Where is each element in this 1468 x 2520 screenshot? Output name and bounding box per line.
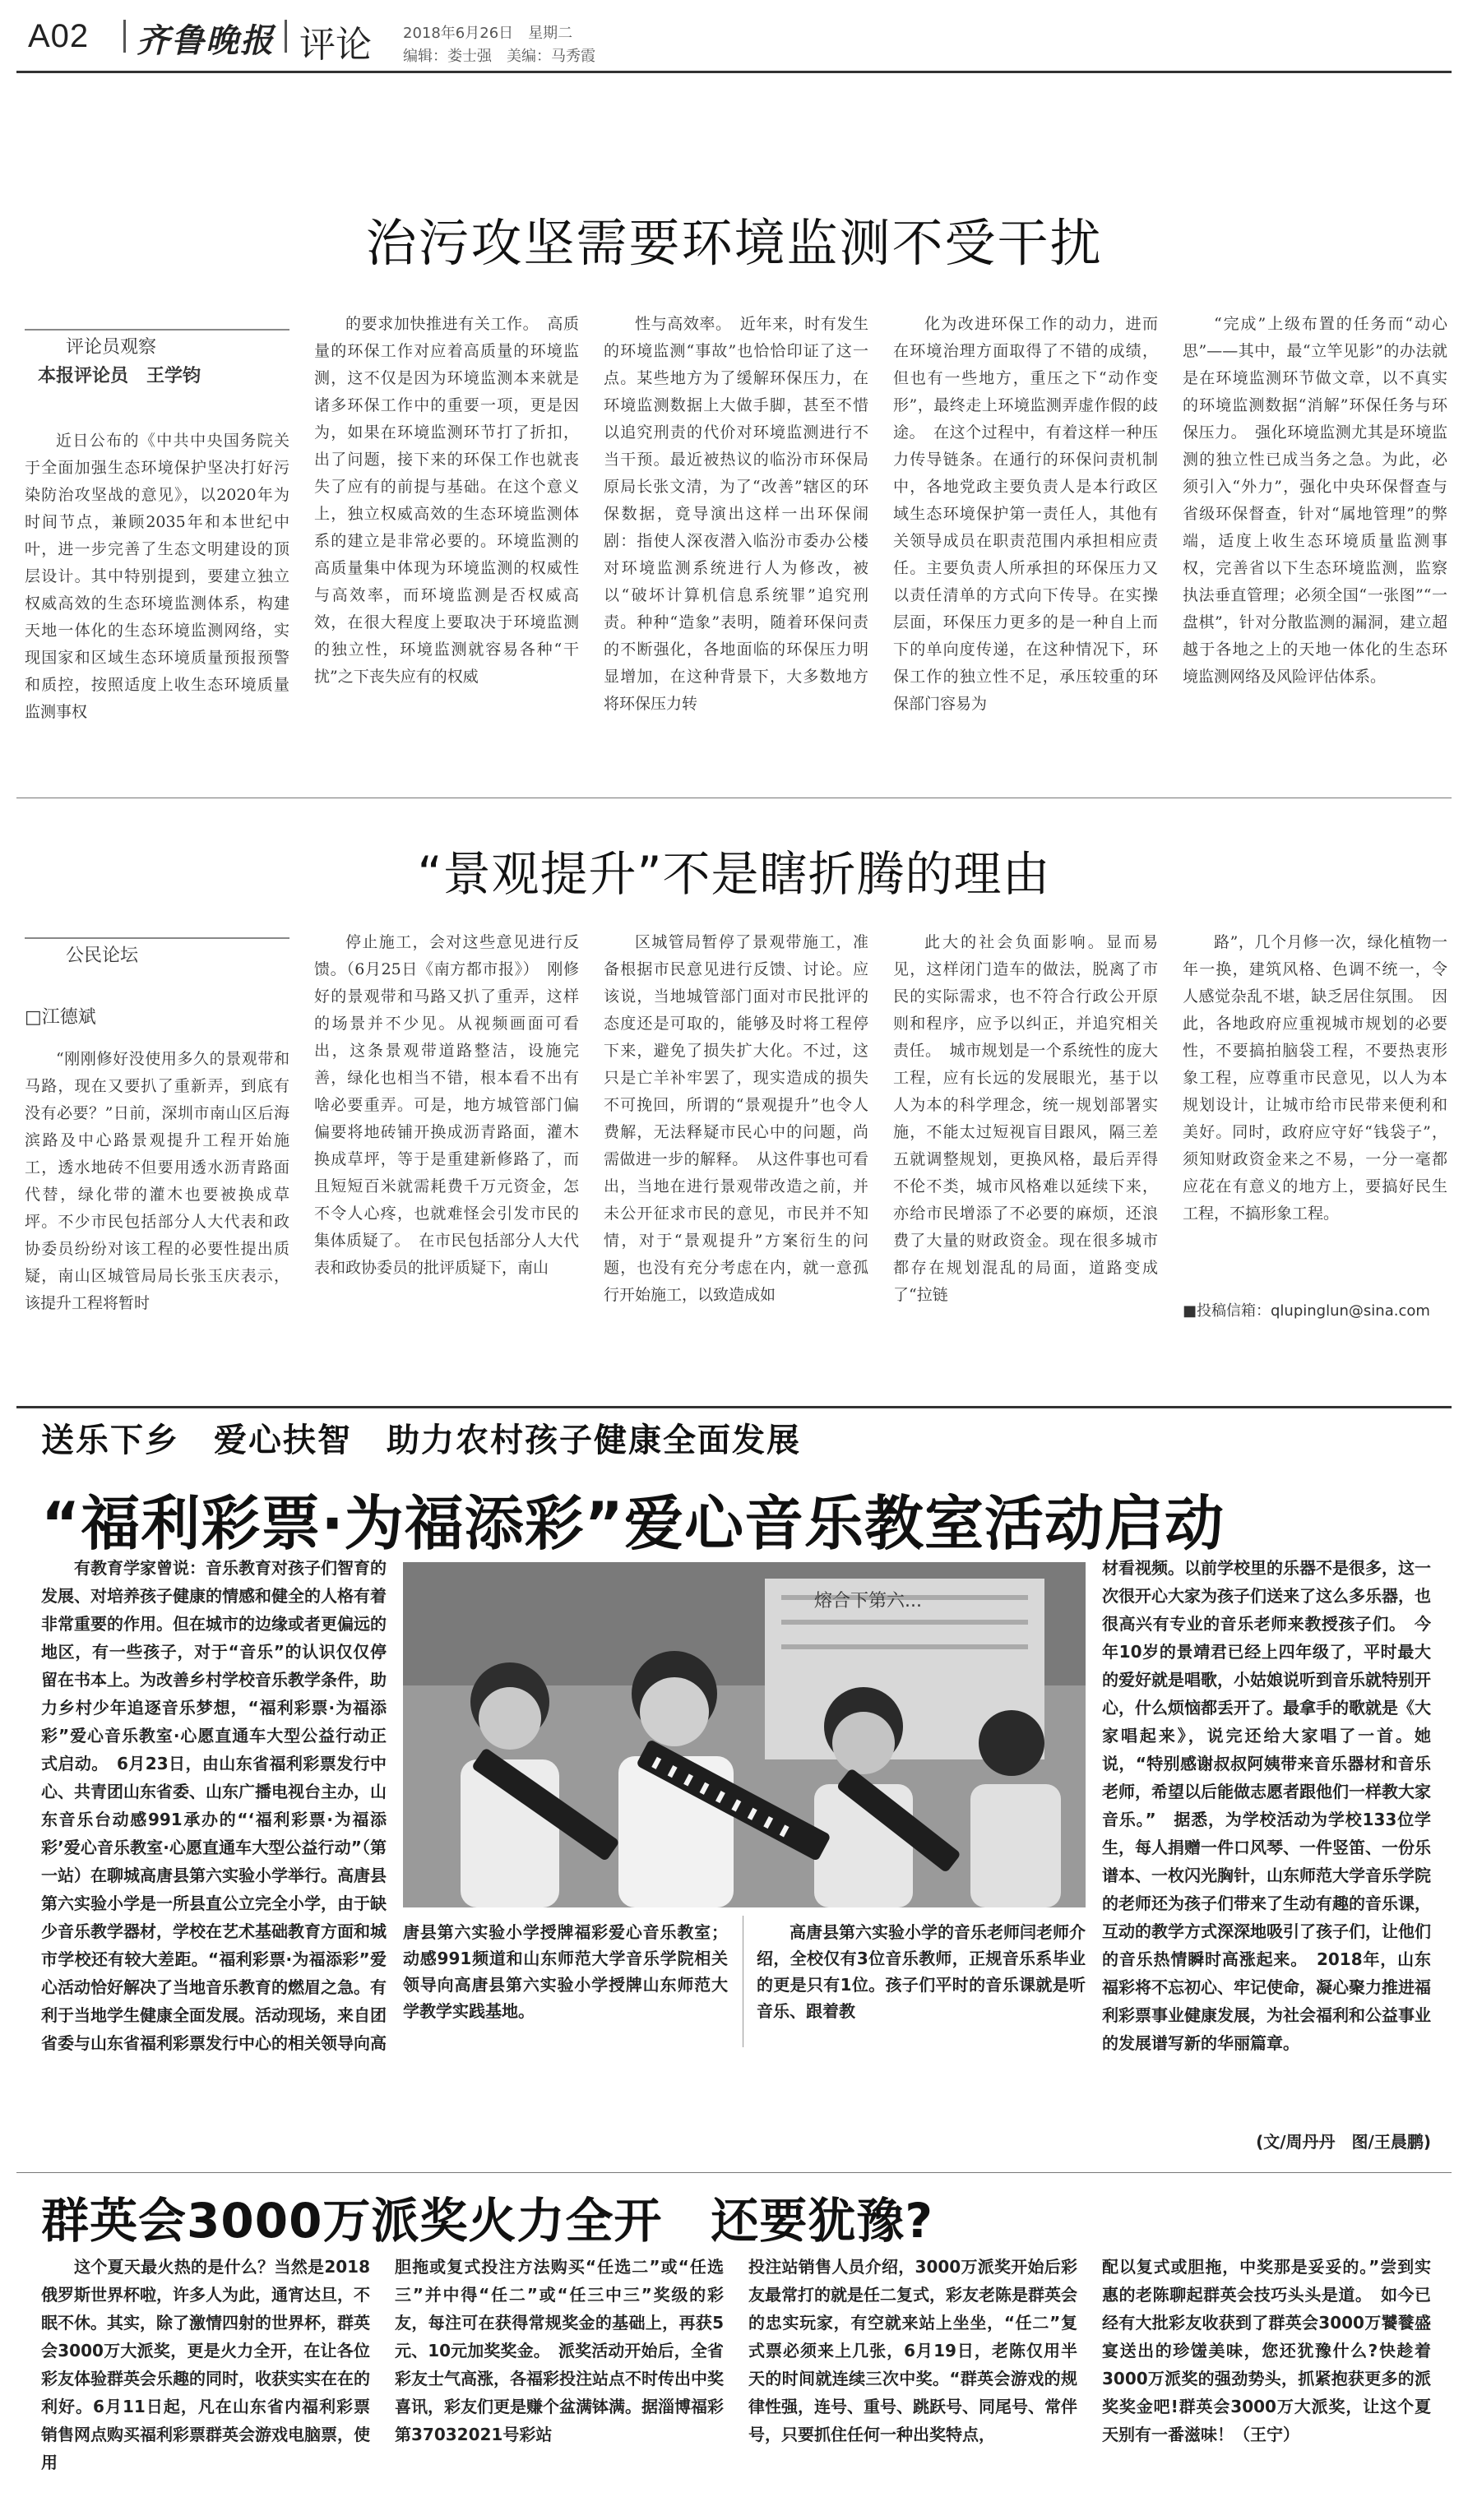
section-rule xyxy=(16,1406,1452,1408)
article1-byline: 本报评论员 王学钧 xyxy=(38,366,201,386)
article4-col-3: 投注站销售人员介绍，3000万派奖开始后彩友最常打的就是任二复式，彩友老陈是群英会的忠实玩家，有空就来站上坐坐，“任二”复式票必须来上几张，6月19日，老陈仅用半天的时间就连续三次中奖。“群英会游戏的规律性强，连号、重号、跳跃号、同尾号、常伴号，只要抓住任何一种出奖特点， xyxy=(748,2257,1077,2444)
article1-col-5: “完成”上级布置的任务而“动心思”——其中，最“立竿见影”的办法就是在环境监测环节做文章，以不真实的环境监测数据“消解”环保任务与环保压力。 强化环境监测尤其是环境监测的独立性已成当务之急。为此，必须引入“外力”，强化中央环保督查与省级环保督查，针对“属地管理”的弊端，适度上收生态环境质量监测事权，完善省以下生态环境监测，监察执法垂直管理；必须全国“一张图”“一盘棋”，针对分散监测的漏洞，建立超越于各地之上的天地一体化的生态环境监测网络及风险评估体系。 xyxy=(1183,315,1447,686)
column-tag-rule xyxy=(25,937,289,939)
article2-col-2: 停止施工，会对这些意见进行反馈。（6月25日《南方都市报》） 刚修好的景观带和马路又扒了重弄，这样的场景并不少见。从视频画面可看出，这条景观带道路整洁，设施完善，绿化也相当不错，根本看不出有啥必要重弄。可是，地方城管部门偏偏要将地砖铺开换成沥青路面，灌木换成草坪，等于是重建新修路了，而且短短百米就需耗费千万元资金，怎不令人心疼，也就难怪会引发市民的集体质疑了。 在市民包括部分人大代表和政协委员的批评质疑下，南山 xyxy=(314,933,579,1277)
photo-caption-right: 高唐县第六实验小学的音乐老师闫老师介绍，全校仅有3位音乐教师，正规音乐系毕业的更是只有1位。孩子们平时的音乐课就是听音乐、跟着教 xyxy=(757,1922,1086,2021)
children-playing-melodica-photo xyxy=(403,1562,1086,1907)
article2-col-1: “刚刚修好没使用多久的景观带和马路，现在又要扒了重新弄，到底有没有必要？”日前，深圳市南山区后海滨路及中心路景观提升工程开始施工，透水地砖不但要用透水沥青路面代替，绿化带的灌木也要被换成草坪。不少市民包括部分人大代表和政协委员纷纷对该工程的必要性提出质疑，南山区城管局局长张玉庆表示，该提升工程将暂时 xyxy=(25,1050,289,1312)
article2-tag: 公民论坛 xyxy=(66,946,139,966)
article3-kicker: 送乐下乡 爱心扶智 助力农村孩子健康全面发展 xyxy=(41,1422,801,1459)
article1-col-3: 性与高效率。 近年来，时有发生的环境监测“事故”也恰恰印证了这一点。某些地方为了缓解环保压力，在环境监测数据上大做手脚，甚至不惜以追究刑责的代价对环境监测进行不当干预。最近被热议的临汾市环保局原局长张文清，为了“改善”辖区的环保数据，竟导演出这样一出环保闹剧：指使人深夜潜入临汾市委办公楼对环境监测系统进行人为修改，被以“破坏计算机信息系统罪”追究刑责。种种“造象”表明，随着环保问责的不断强化，各地面临的环保压力明显增加，在这种背景下，大多数地方将环保压力转 xyxy=(604,315,868,713)
issue-date: 2018年6月26日 星期二 xyxy=(403,25,573,42)
editors: 编辑：娄士强 美编：马秀霞 xyxy=(403,48,595,65)
article3-col-1: 有教育学家曾说：音乐教育对孩子们智育的发展、对培养孩子健康的情感和健全的人格有着非常重要的作用。但在城市的边缘或者更偏远的地区，有一些孩子，对于“音乐”的认识仅仅停留在书本上。为改善乡村学校音乐教学条件，助力乡村少年追逐音乐梦想，“福利彩票·为福添彩”爱心音乐教室·心愿直通车大型公益行动正式启动。 6月23日，由山东省福利彩票发行中心、共青团山东省委、山东广播电视台主办，山东音乐台动感991承办的“‘福利彩票·为福添彩’爱心音乐教室·心愿直通车大型公益行动”（第一站）在聊城高唐县第六实验小学举行。高唐县第六实验小学是一所县直公立完全小学，由于缺少音乐教学器材，学校在艺术基础教育方面和城市学校还有较大差距。“福利彩票·为福添彩”爱心活动恰好解决了当地音乐教育的燃眉之急。有利于当地学生健康全面发展。活动现场，来自团省委与山东省福利彩票发行中心的相关领导向高 xyxy=(41,1558,387,2053)
article2-col-5: 路”，几个月修一次，绿化植物一年一换，建筑风格、色调不统一，令人感觉杂乱不堪，缺乏居住氛围。 因此，各地政府应重视城市规划的必要性，不要搞拍脑袋工程，不要热衷形象工程，应尊重市民意见，以人为本规划设计，让城市给市民带来便利和美好。同时，政府应守好“钱袋子”，须知财政资金来之不易，一分一毫都应花在有意义的地方上，要搞好民生工程，不搞形象工程。 xyxy=(1183,933,1447,1223)
article3-title: “福利彩票·为福添彩”爱心音乐教室活动启动 xyxy=(41,1489,1225,1558)
article4-title: 群英会3000万派奖火力全开 还要犹豫? xyxy=(41,2193,934,2249)
article3-photo xyxy=(403,1562,1086,1907)
article2-byline: □江德斌 xyxy=(25,1007,96,1028)
photo-board-text: 熔合下第六... xyxy=(814,1591,922,1611)
page-number: A02 xyxy=(28,18,90,54)
masthead xyxy=(0,0,1468,66)
article1-col-4: 化为改进环保工作的动力，进而在环境治理方面取得了不错的成绩，但也有一些地方，重压之下“动作变形”，最终走上环境监测弄虚作假的歧途。 在这个过程中，有着这样一种压力传导链条。在通行的环保问责机制中，各地党政主要负责人是本行政区域生态环境保护第一责任人，其他有关领导成员在职责范围内承担相应责任。主要负责人所承担的环保压力又以责任清单的方式向下传导。在实操层面，环保压力更多的是一种自上而下的单向度传递，在这种情况下，环保工作的独立性不足，承压较重的环保部门容易为 xyxy=(893,315,1158,713)
article1-col-2: 的要求加快推进有关工作。 高质量的环保工作对应着高质量的环境监测，这不仅是因为环境监测本来就是诸多环保工作中的重要一项，更是因为，如果在环境监测环节打了折扣，出了问题，接下来的环保工作也就丧失了应有的前提与基础。在这个意义上，独立权威高效的生态环境监测体系的建立是非常必要的。环境监测的高质量集中体现为环境监测的权威性与高效率，而环境监测是否权威高效，在很大程度上要取决于环境监测的独立性，环境监测就容易各种“干扰”之下丧失应有的权威 xyxy=(314,315,579,686)
article2-title: “景观提升”不是瞎折腾的理由 xyxy=(417,846,1051,902)
article3-col-3: 材看视频。以前学校里的乐器不是很多，这一次很开心大家为孩子们送来了这么多乐器，也很高兴有专业的音乐老师来教授孩子们。 今年10岁的景靖君已经上四年级了，平时最大的爱好就是唱歌，小姑娘说听到音乐就特别开心，什么烦恼都丢开了。最拿手的歌就是《大家唱起来》，说完还给大家唱了一首。她说，“特别感谢叔叔阿姨带来音乐器材和音乐老师，希望以后能做志愿者跟他们一样教大家音乐。” 据悉，为学校活动为学校133位学生，每人捐赠一件口风琴、一件竖笛、一份乐谱本、一枚闪光胸针，山东师范大学音乐学院的老师还为孩子们带来了生动有趣的音乐课，互动的教学方式深深地吸引了孩子们，让他们的音乐热情瞬时高涨起来。 2018年，山东福彩将不忘初心、牢记使命，凝心聚力推进福利彩票事业健康发展，为社会福利和公益事业的发展谱写新的华丽篇章。 xyxy=(1102,1558,1431,2053)
article2-col-3: 区城管局暂停了景观带施工，准备根据市民意见进行反馈、讨论。应该说，当地城管部门面对市民批评的态度还是可取的，能够及时将工程停下来，避免了损失扩大化。不过，这只是亡羊补牢罢了，现实造成的损失不可挽回，所谓的“景观提升”也令人费解，无法释疑市民心中的问题，尚需做进一步的解释。 从这件事也可看出，当地在进行景观带改造之前，并未公开征求市民的意见，市民并不知情，对于“景观提升”方案衍生的问题，也没有充分考虑在内，就一意孤行开始施工，以致造成如 xyxy=(604,933,868,1304)
newspaper-logo: 齐鲁晚报 xyxy=(137,21,275,60)
article4-col-4: 配以复式或胆拖，中奖那是妥妥的。”尝到实惠的老陈聊起群英会技巧头头是道。 如今已经有大批彩友收获到了群英会3000万饕餮盛宴送出的珍馐美味，您还犹豫什么?快趁着3000万派奖的强劲势头，抓紧抱获更多的派奖奖金吧!群英会3000万大派奖，让这个夏天别有一番滋味！（王宁） xyxy=(1102,2257,1431,2444)
contact-email[interactable]: ■投稿信箱：qlupinglun@sina.com xyxy=(1183,1302,1430,1320)
photo-caption-left: 唐县第六实验小学授牌福彩爱心音乐教室；动感991频道和山东师范大学音乐学院相关领导向高唐县第六实验小学授牌山东师范大学教学实践基地。 xyxy=(403,1922,728,2021)
article1-col-1: 近日公布的《中共中央国务院关于全面加强生态环境保护坚决打好污染防治攻坚战的意见》，以2020年为时间节点，兼顾2035年和本世纪中叶，进一步完善了生态文明建设的顶层设计。其中特别提到，要建立独立权威高效的生态环境监测体系，构建天地一体化的生态环境监测网络，实现国家和区域生态环境质量预报预警和质控，按照适度上收生态环境质量监测事权 xyxy=(25,432,289,721)
article4-col-2: 胆拖或复式投注方法购买“任选二”或“任选三”并中得“任二”或“任三中三”奖级的彩友，每注可在获得常规奖金的基础上，再获5元、10元加奖奖金。 派奖活动开始后，全省彩友士气高涨，各福彩投注站点不时传出中奖喜讯，彩友们更是赚个盆满钵满。据淄博福彩第37032021号彩站 xyxy=(395,2257,724,2444)
article1-tag: 评论员观察 xyxy=(66,337,157,358)
article3-credit: (文/周丹丹 图/王晨鹏) xyxy=(1256,2132,1431,2152)
section-name: 评论 xyxy=(299,24,372,66)
section-rule xyxy=(16,2172,1452,2173)
column-tag-rule xyxy=(25,329,289,331)
masthead-divider xyxy=(123,20,126,53)
article2-col-4: 此大的社会负面影响。显而易见，这样闭门造车的做法，脱离了市民的实际需求，也不符合行政公开原则和程序，应予以纠正，并追究相关责任。 城市规划是一个系统性的庞大工程，应有长远的发展眼光，基于以人为本的科学理念，统一规划部署实施，不能太过短视盲目跟风，隔三差五就调整规划，更换风格，最后弄得不伦不类，城市风格难以延续下来，亦给市民增添了不必要的麻烦，还浪费了大量的财政资金。现在很多城市都存在规划混乱的局面，道路变成了“拉链 xyxy=(893,933,1158,1304)
masthead-rule xyxy=(16,71,1452,73)
article1-title: 治污攻坚需要环境监测不受干扰 xyxy=(365,213,1103,273)
masthead-divider xyxy=(285,20,287,53)
article4-col-1: 这个夏天最火热的是什么？当然是2018俄罗斯世界杯啦，许多人为此，通宵达旦，不眠不休。其实，除了激情四射的世界杯，群英会3000万大派奖，更是火力全开，在让各位彩友体验群英会乐趣的同时，收获实实在在的利好。6月11日起，凡在山东省内福利彩票销售网点购买福利彩票群英会游戏电脑票，使用 xyxy=(41,2257,370,2472)
